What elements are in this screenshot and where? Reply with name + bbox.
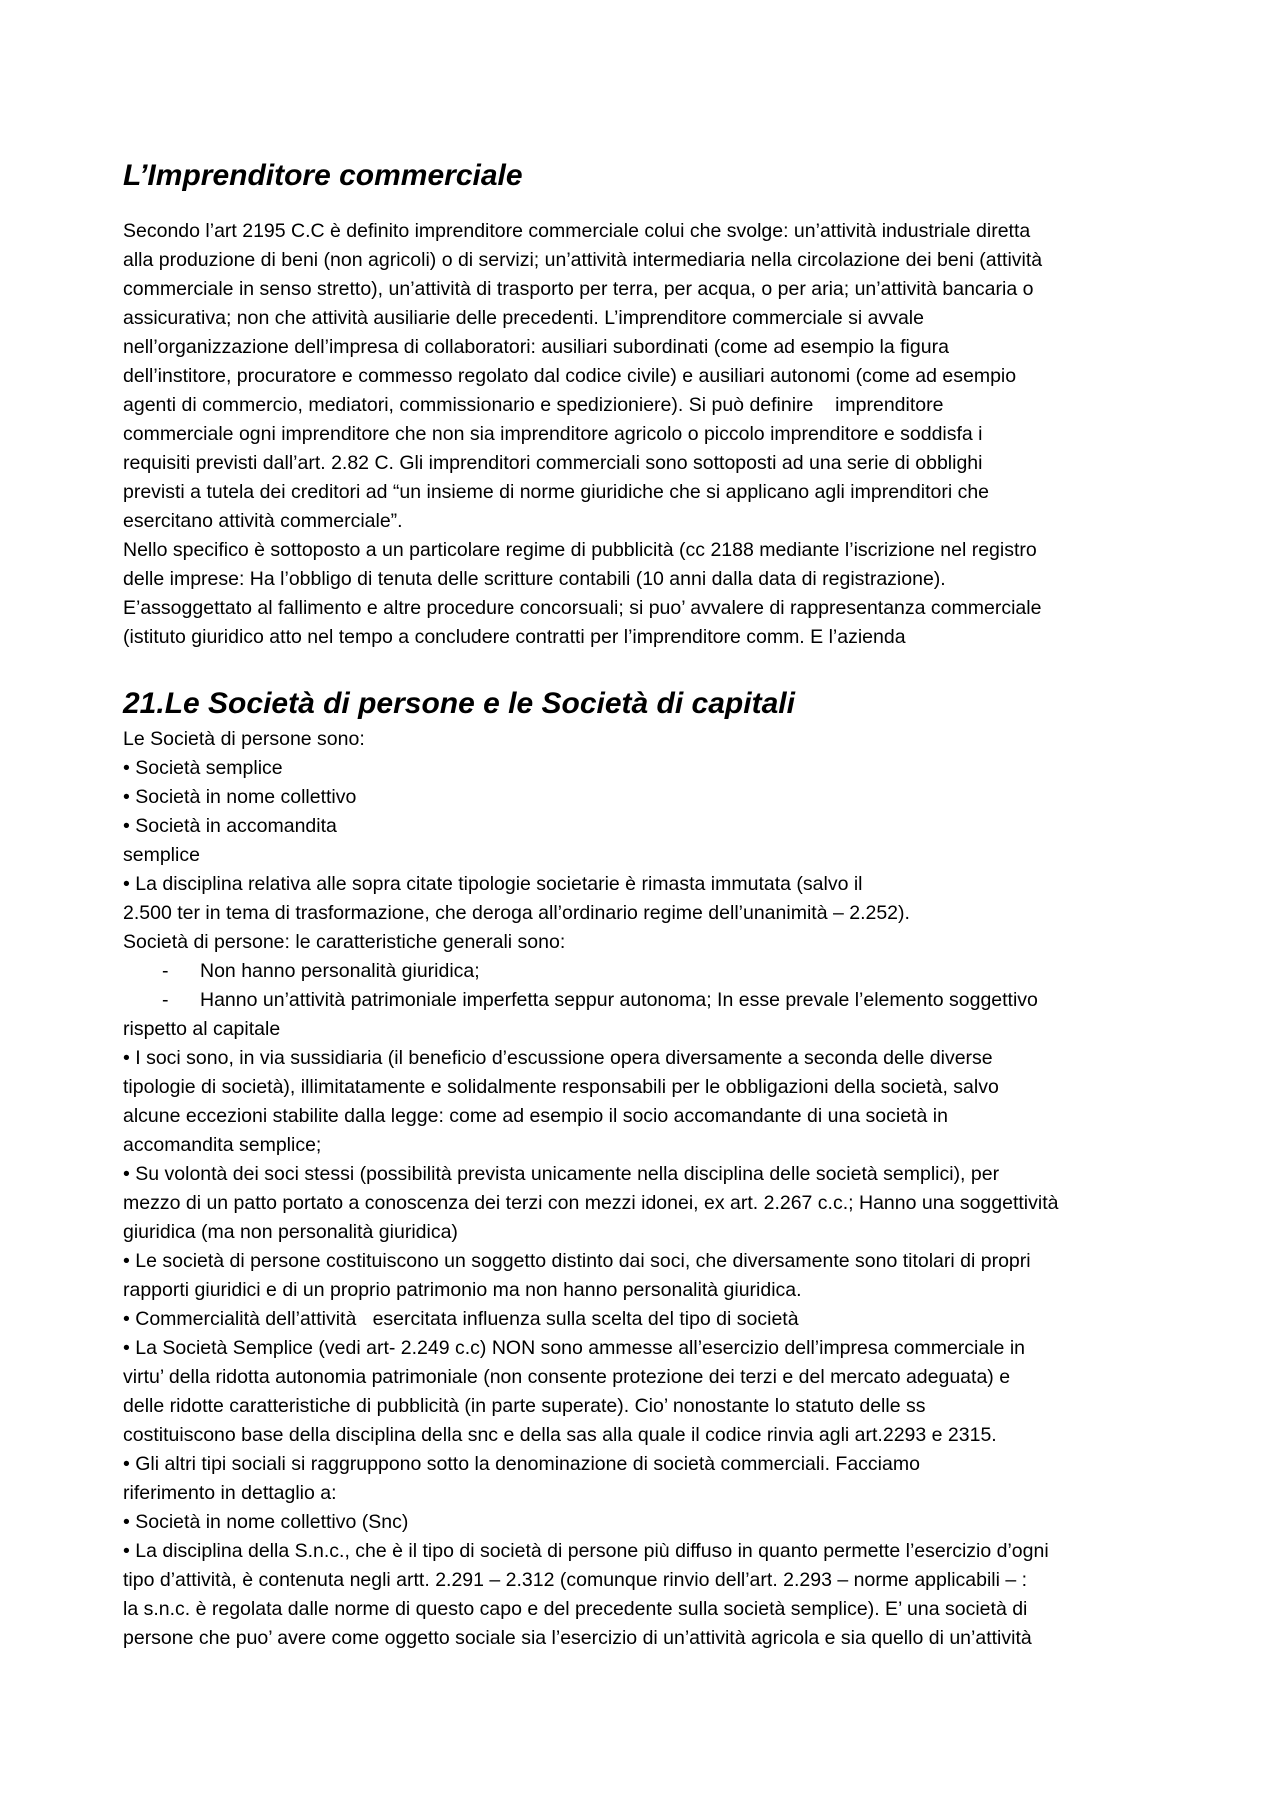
dash-item-text: Non hanno personalità giuridica;	[200, 960, 480, 982]
text-line: assicurativa; non che attività ausiliarie delle precedenti. L’imprenditore commerciale si avvale	[123, 307, 924, 329]
text-line: accomandita semplice;	[123, 1134, 322, 1156]
section-title-societa: 21.Le Società di persone e le Società di capitali	[123, 687, 795, 720]
text-line: nell’organizzazione dell’impresa di collaboratori: ausiliari subordinati (come ad esempio la figura	[123, 336, 949, 358]
bullet-item: • Le società di persone costituiscono un soggetto distinto dai soci, che diversamente sono titolari di propri	[123, 1250, 1031, 1272]
bullet-item: • La Società Semplice (vedi art- 2.249 c.c) NON sono ammesse all’esercizio dell’impresa commerciale in	[123, 1337, 1025, 1359]
text-line: E’assoggettato al fallimento e altre procedure concorsuali; si puo’ avvalere di rappresentanza commerciale	[123, 597, 1042, 619]
text-line: giuridica (ma non personalità giuridica)	[123, 1221, 458, 1243]
text-line: esercitano attività commerciale”.	[123, 510, 403, 532]
text-line: Nello specifico è sottoposto a un particolare regime di pubblicità (cc 2188 mediante l’iscrizione nel registro	[123, 539, 1037, 561]
text-line: agenti di commercio, mediatori, commissionario e spedizioniere). Si può definire imprenditore	[123, 394, 944, 416]
text-line: la s.n.c. è regolata dalle norme di questo capo e del precedente sulla società semplice). E’ una società di	[123, 1598, 1028, 1620]
text-line: alla produzione di beni (non agricoli) o di servizi; un’attività intermediaria nella circolazione dei beni (attività	[123, 249, 1043, 271]
bullet-item: • Gli altri tipi sociali si raggruppono sotto la denominazione di società commerciali. Facciamo	[123, 1453, 920, 1475]
text-line: commerciale ogni imprenditore che non sia imprenditore agricolo o piccolo imprenditore e soddisfa i	[123, 423, 983, 445]
paragraph-societa	[123, 725, 1168, 1653]
paragraph-imprenditore	[123, 217, 1168, 652]
text-line: rispetto al capitale	[123, 1018, 281, 1040]
text-line: persone che puo’ avere come oggetto sociale sia l’esercizio di un’attività agricola e sia quello di un’attività	[123, 1627, 1032, 1649]
dash-marker: -	[162, 989, 169, 1011]
text-line: virtu’ della ridotta autonomia patrimoniale (non consente protezione dei terzi e del mercato adeguata) e	[123, 1366, 1011, 1388]
bullet-item: • I soci sono, in via sussidiaria (il beneficio d’escussione opera diversamente a seconda delle diverse	[123, 1047, 993, 1069]
dash-list-item	[123, 957, 1168, 986]
text-line: dell’institore, procuratore e commesso regolato dal codice civile) e ausiliari autonomi (come ad esempio	[123, 365, 1017, 387]
bullet-item: • Società in accomandita	[123, 815, 337, 837]
text-line: requisiti previsti dall’art. 2.82 C. Gli imprenditori commerciali sono sottoposti ad una serie di obblighi	[123, 452, 983, 474]
bullet-item: • Società in nome collettivo	[123, 786, 357, 808]
bullet-item: • Società in nome collettivo (Snc)	[123, 1511, 409, 1533]
text-line: commerciale in senso stretto), un’attività di trasporto per terra, per acqua, o per aria; un’attività bancaria o	[123, 278, 1034, 300]
bullet-item: • Società semplice	[123, 757, 283, 779]
bullet-item: • Su volontà dei soci stessi (possibilità prevista unicamente nella disciplina delle società semplici), per	[123, 1163, 1000, 1185]
text-line: 2.500 ter in tema di trasformazione, che deroga all’ordinario regime dell’unanimità – 2.252).	[123, 902, 910, 924]
text-line: delle imprese: Ha l’obbligo di tenuta delle scritture contabili (10 anni dalla data di registrazione).	[123, 568, 946, 590]
bullet-item: • La disciplina della S.n.c., che è il tipo di società di persone più diffuso in quanto permette l’esercizio d’ogni	[123, 1540, 1049, 1562]
text-line: mezzo di un patto portato a conoscenza dei terzi con mezzi idonei, ex art. 2.267 c.c.; Hanno una soggettività	[123, 1192, 1059, 1214]
text-line: Società di persone: le caratteristiche generali sono:	[123, 931, 566, 953]
dash-marker: -	[162, 960, 169, 982]
text-line: riferimento in dettaglio a:	[123, 1482, 337, 1504]
text-line: costituiscono base della disciplina della snc e della sas alla quale il codice rinvia agli art.2293 e 2315.	[123, 1424, 997, 1446]
bullet-item: • La disciplina relativa alle sopra citate tipologie societarie è rimasta immutata (salvo il	[123, 873, 863, 895]
section-title-imprenditore: L’Imprenditore commerciale	[123, 159, 523, 192]
text-line: Secondo l’art 2195 C.C è definito imprenditore commerciale colui che svolge: un’attività industriale diretta	[123, 220, 1031, 242]
text-line: Le Società di persone sono:	[123, 728, 365, 750]
bullet-item: • Commercialità dell’attività esercitata influenza sulla scelta del tipo di società	[123, 1308, 799, 1330]
text-line: rapporti giuridici e di un proprio patrimonio ma non hanno personalità giuridica.	[123, 1279, 802, 1301]
text-line: previsti a tutela dei creditori ad “un insieme di norme giuridiche che si applicano agli imprenditori che	[123, 481, 990, 503]
text-line: tipo d’attività, è contenuta negli artt. 2.291 – 2.312 (comunque rinvio dell’art. 2.293 – norme applicabili – :	[123, 1569, 1028, 1591]
text-line: tipologie di società), illimitatamente e solidalmente responsabili per le obbligazioni della società, salvo	[123, 1076, 999, 1098]
dash-list-item	[123, 986, 1168, 1015]
dash-item-text: Hanno un’attività patrimoniale imperfetta seppur autonoma; In esse prevale l’elemento soggettivo	[200, 989, 1038, 1011]
text-line: semplice	[123, 844, 200, 866]
text-line: delle ridotte caratteristiche di pubblicità (in parte superate). Cio’ nonostante lo statuto delle ss	[123, 1395, 926, 1417]
text-line: alcune eccezioni stabilite dalla legge: come ad esempio il socio accomandante di una società in	[123, 1105, 948, 1127]
text-line: (istituto giuridico atto nel tempo a concludere contratti per l’imprenditore comm. E l’azienda	[123, 626, 906, 648]
